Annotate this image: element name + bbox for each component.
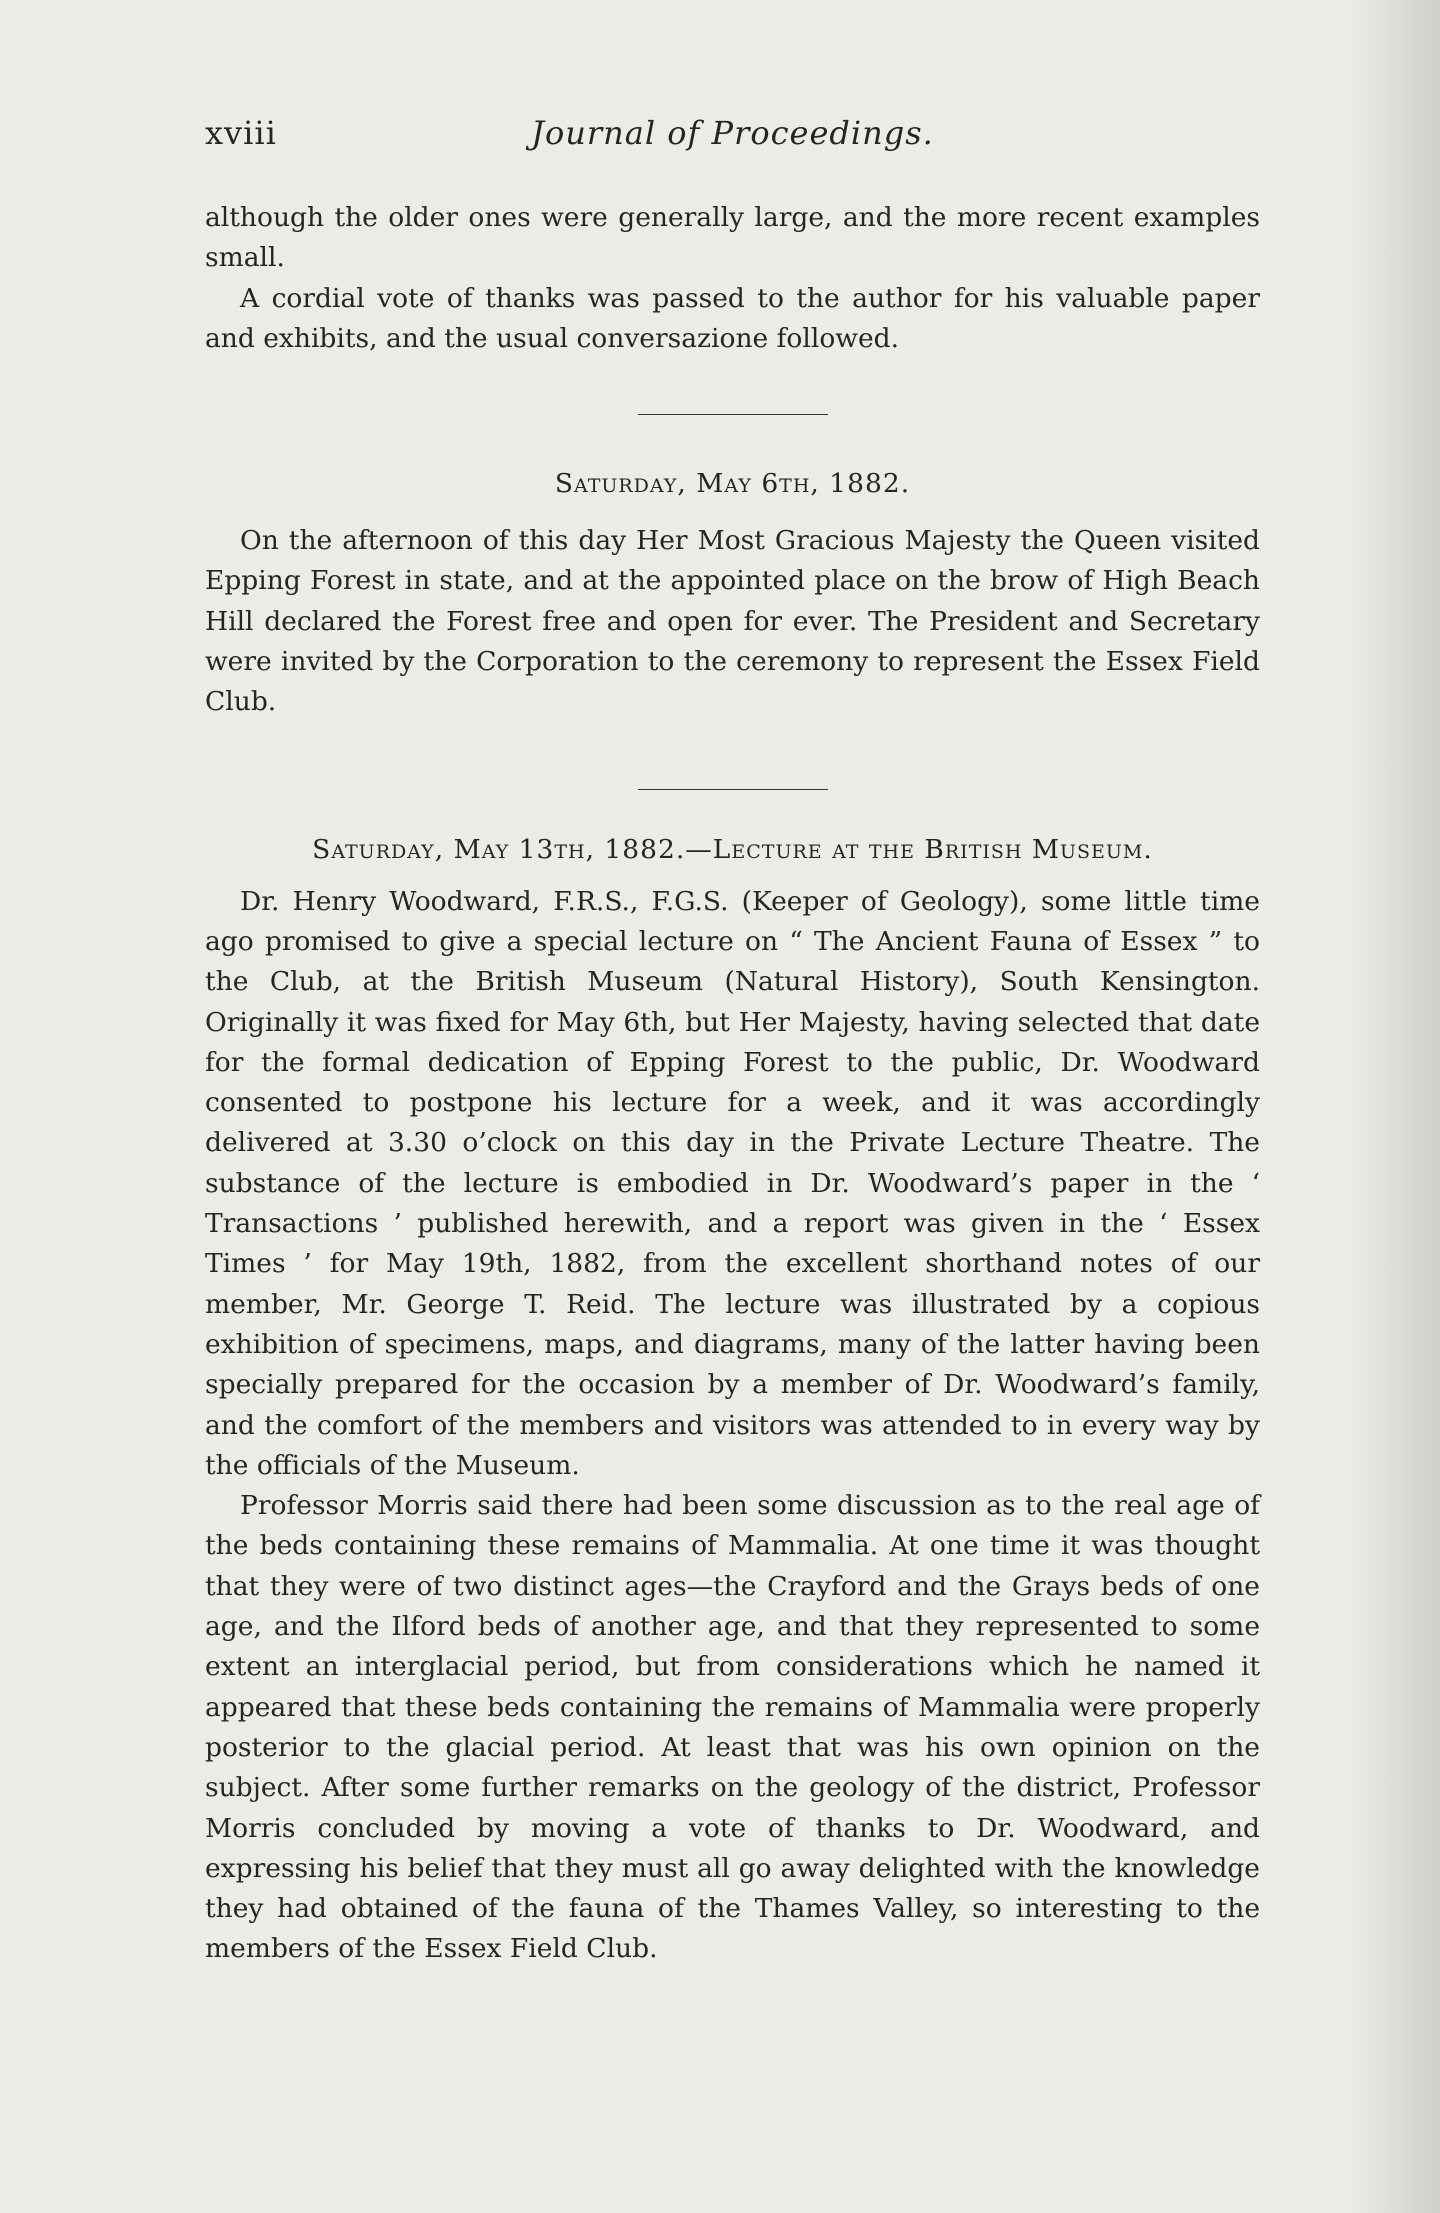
section-divider: [638, 414, 828, 415]
paragraph-professor-morris: Professor Morris said there had been some discussion as to the real age of the beds containing these remains of Mammalia. At one time it was thought that they were of two distinct ages—the Crayford and the Grays beds of one age, and the Ilford beds of another age, and that they represented to some extent an interglacial period, but from considerations which he named it appeared that these beds containing the remains of Mammalia were properly posterior to the glacial period. At least that was his own opinion on the subject. After some further remarks on the geology of the district, Professor Morris concluded by moving a vote of thanks to Dr. Woodward, and expressing his belief that they must all go away delighted with the knowledge they had obtained of the fauna of the Thames Valley, so interesting to the members of the Essex Field Club.: [205, 1490, 1260, 1965]
section-divider: [638, 789, 828, 790]
paragraph-queen-visit: On the afternoon of this day Her Most Gracious Majesty the Queen visited Epping Forest in state, and at the appointed place on the brow of High Beach Hill declared the Forest free and open for ever. The President and Secretary were invited by the Corporation to the ceremony to represent the Essex Field Club.: [205, 525, 1260, 718]
book-page: [205, 110, 1260, 1970]
paragraph-lecture: Dr. Henry Woodward, F.R.S., F.G.S. (Keeper of Geology), some little time ago promised to give a special lecture on “ The Ancient Fauna of Essex ” to the Club, at the British Museum (Natural History), South Kensington. Originally it was fixed for May 6th, but Her Majesty, having selected that date for the formal dedication of Epping Forest to the public, Dr. Woodward consented to postpone his lecture for a week, and it was accordingly delivered at 3.30 o’clock on this day in the Private Lecture Theatre. The substance of the lecture is embodied in Dr. Woodward’s paper in the ‘ Transactions ’ published herewith, and a report was given in the ‘ Essex Times ’ for May 19th, 1882, from the excellent shorthand notes of our member, Mr. George T. Reid. The lecture was illustrated by a copious exhibition of specimens, maps, and diagrams, many of the latter having been specially prepared for the occasion by a member of Dr. Woodward’s family, and the comfort of the members and visitors was attended to in every way by the officials of the Museum.: [205, 885, 1260, 1481]
section-heading-may-6: Saturday, May 6th, 1882.: [554, 468, 911, 500]
running-head: Journal of Proceedings.: [531, 114, 934, 152]
paragraph-continued: although the older ones were generally large, and the more recent examples small.: [205, 202, 1260, 274]
page-header: [205, 110, 1260, 170]
section-heading-may-13: Saturday, May 13th, 1882.—Lecture at the British Museum.: [312, 833, 1153, 865]
page-number: xviii: [205, 114, 277, 152]
page-edge-shadow: [1350, 0, 1440, 2213]
paragraph-vote-of-thanks: A cordial vote of thanks was passed to the author for his valuable paper and exhibits, and the usual conversazione followed.: [205, 282, 1260, 354]
